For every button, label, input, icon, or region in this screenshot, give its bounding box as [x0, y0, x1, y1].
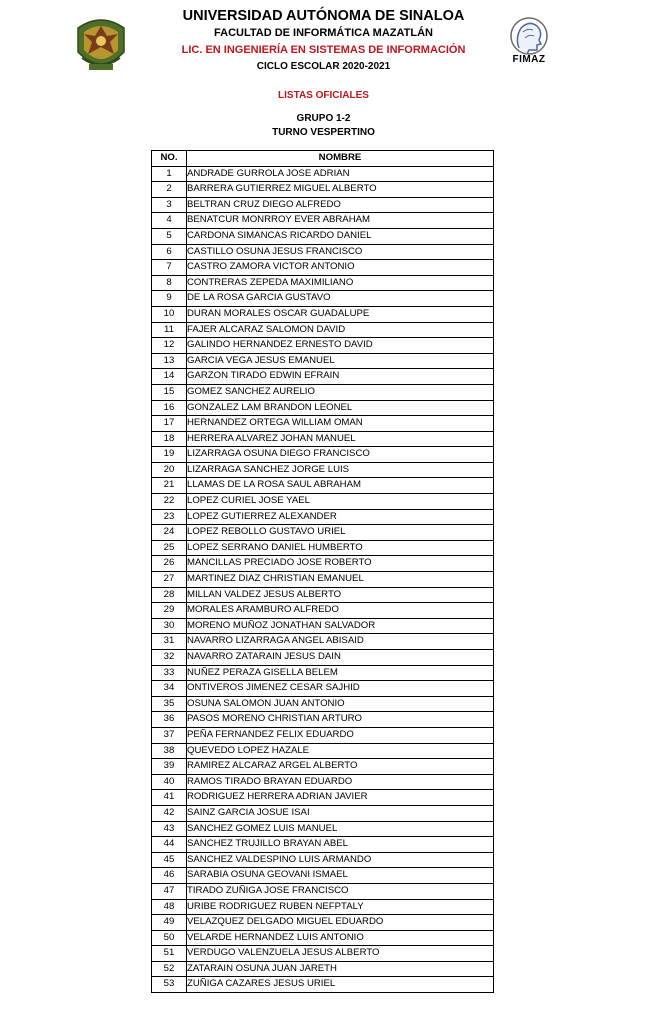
row-number: 45	[152, 852, 187, 868]
table-row	[152, 275, 494, 291]
row-number: 47	[152, 883, 187, 899]
table-row	[152, 696, 494, 712]
row-number: 15	[152, 384, 187, 400]
table-row	[152, 712, 494, 728]
table-row	[152, 322, 494, 338]
student-name: BELTRAN CRUZ DIEGO ALFREDO	[187, 197, 494, 213]
row-number: 8	[152, 275, 187, 291]
student-name: GOMEZ SANCHEZ AURELIO	[187, 384, 494, 400]
student-name: LOPEZ CURIEL JOSE YAEL	[187, 494, 494, 510]
student-name: DURAN MORALES OSCAR GUADALUPE	[187, 306, 494, 322]
student-name: HERNANDEZ ORTEGA WILLIAM OMAN	[187, 416, 494, 432]
student-name: QUEVEDO LOPEZ HAZALE	[187, 743, 494, 759]
row-number: 6	[152, 244, 187, 260]
student-name: PASOS MORENO CHRISTIAN ARTURO	[187, 712, 494, 728]
table-row	[152, 759, 494, 775]
roster-body	[152, 166, 494, 992]
table-row	[152, 291, 494, 307]
table-row	[152, 416, 494, 432]
student-name: LIZARRAGA SANCHEZ JORGE LUIS	[187, 462, 494, 478]
student-name: CASTRO ZAMORA VICTOR ANTONIO	[187, 260, 494, 276]
student-name: SARABIA OSUNA GEOVANI ISMAEL	[187, 868, 494, 884]
table-row	[152, 447, 494, 463]
row-number: 52	[152, 961, 187, 977]
table-row	[152, 837, 494, 853]
row-number: 41	[152, 790, 187, 806]
row-number: 28	[152, 587, 187, 603]
fimaz-logo-text: FIMAZ	[512, 54, 546, 65]
student-name: RAMIREZ ALCARAZ ARGEL ALBERTO	[187, 759, 494, 775]
student-name: MILLAN VALDEZ JESUS ALBERTO	[187, 587, 494, 603]
table-row	[152, 197, 494, 213]
faculty-title: FACULTAD DE INFORMÁTICA MAZATLÁN	[214, 27, 433, 39]
row-number: 23	[152, 509, 187, 525]
table-row	[152, 899, 494, 915]
row-number: 35	[152, 696, 187, 712]
row-number: 33	[152, 665, 187, 681]
table-row	[152, 462, 494, 478]
student-name: CASTILLO OSUNA JESUS FRANCISCO	[187, 244, 494, 260]
table-row	[152, 478, 494, 494]
student-name: LLAMAS DE LA ROSA SAUL ABRAHAM	[187, 478, 494, 494]
student-name: URIBE RODRIGUEZ RUBEN NEFPTALY	[187, 899, 494, 915]
table-row	[152, 977, 494, 993]
table-row	[152, 603, 494, 619]
table-row	[152, 540, 494, 556]
row-number: 14	[152, 369, 187, 385]
student-name: RAMOS TIRADO BRAYAN EDUARDO	[187, 774, 494, 790]
table-row	[152, 306, 494, 322]
table-row	[152, 790, 494, 806]
table-row	[152, 213, 494, 229]
student-name: LOPEZ REBOLLO GUSTAVO URIEL	[187, 525, 494, 541]
table-row	[152, 665, 494, 681]
row-number: 36	[152, 712, 187, 728]
student-name: DE LA ROSA GARCIA GUSTAVO	[187, 291, 494, 307]
student-name: MANCILLAS PRECIADO JOSE ROBERTO	[187, 556, 494, 572]
student-name: PEÑA FERNANDEZ FELIX EDUARDO	[187, 727, 494, 743]
row-number: 31	[152, 634, 187, 650]
student-name: GARCIA VEGA JESUS EMANUEL	[187, 353, 494, 369]
row-number: 24	[152, 525, 187, 541]
row-number: 3	[152, 197, 187, 213]
row-number: 30	[152, 618, 187, 634]
table-row	[152, 727, 494, 743]
student-name: ZATARAIN OSUNA JUAN JARETH	[187, 961, 494, 977]
row-number: 17	[152, 416, 187, 432]
table-row	[152, 525, 494, 541]
row-number: 16	[152, 400, 187, 416]
student-name: GARZON TIRADO EDWIN EFRAIN	[187, 369, 494, 385]
table-row	[152, 961, 494, 977]
row-number: 42	[152, 805, 187, 821]
table-row	[152, 431, 494, 447]
table-row	[152, 681, 494, 697]
student-name: TIRADO ZUÑIGA JOSE FRANCISCO	[187, 883, 494, 899]
table-row	[152, 821, 494, 837]
row-number: 25	[152, 540, 187, 556]
row-number: 9	[152, 291, 187, 307]
student-name: HERRERA ALVAREZ JOHAN MANUEL	[187, 431, 494, 447]
student-name: VELAZQUEZ DELGADO MIGUEL EDUARDO	[187, 915, 494, 931]
row-number: 22	[152, 494, 187, 510]
row-number: 20	[152, 462, 187, 478]
table-row	[152, 852, 494, 868]
student-roster-table	[151, 150, 494, 993]
row-number: 51	[152, 946, 187, 962]
row-number: 4	[152, 213, 187, 229]
student-name: MORALES ARAMBURO ALFREDO	[187, 603, 494, 619]
group-label: GRUPO 1-2	[296, 113, 351, 124]
table-row	[152, 743, 494, 759]
table-row	[152, 946, 494, 962]
row-number: 18	[152, 431, 187, 447]
table-row	[152, 353, 494, 369]
row-number: 12	[152, 338, 187, 354]
table-row	[152, 915, 494, 931]
row-number: 39	[152, 759, 187, 775]
table-header-row	[152, 151, 494, 167]
student-name: MARTINEZ DIAZ CHRISTIAN EMANUEL	[187, 572, 494, 588]
row-number: 38	[152, 743, 187, 759]
table-row	[152, 244, 494, 260]
row-number: 37	[152, 727, 187, 743]
table-row	[152, 182, 494, 198]
table-row	[152, 634, 494, 650]
table-row	[152, 369, 494, 385]
student-name: ZUÑIGA CAZARES JESUS URIEL	[187, 977, 494, 993]
row-number: 50	[152, 930, 187, 946]
table-row	[152, 509, 494, 525]
table-row	[152, 384, 494, 400]
student-name: NAVARRO LIZARRAGA ANGEL ABISAID	[187, 634, 494, 650]
student-name: LIZARRAGA OSUNA DIEGO FRANCISCO	[187, 447, 494, 463]
student-name: RODRIGUEZ HERRERA ADRIAN JAVIER	[187, 790, 494, 806]
table-row	[152, 494, 494, 510]
shift-label: TURNO VESPERTINO	[272, 127, 375, 138]
column-header-name: NOMBRE	[187, 151, 494, 167]
row-number: 40	[152, 774, 187, 790]
row-number: 29	[152, 603, 187, 619]
student-name: FAJER ALCARAZ SALOMON DAVID	[187, 322, 494, 338]
table-row	[152, 805, 494, 821]
student-name: GALINDO HERNANDEZ ERNESTO DAVID	[187, 338, 494, 354]
university-title: UNIVERSIDAD AUTÓNOMA DE SINALOA	[182, 8, 465, 24]
table-row	[152, 166, 494, 182]
student-name: LOPEZ SERRANO DANIEL HUMBERTO	[187, 540, 494, 556]
school-cycle: CICLO ESCOLAR 2020-2021	[256, 61, 391, 72]
row-number: 46	[152, 868, 187, 884]
row-number: 43	[152, 821, 187, 837]
column-header-no: NO.	[152, 151, 187, 167]
row-number: 13	[152, 353, 187, 369]
row-number: 26	[152, 556, 187, 572]
table-row	[152, 587, 494, 603]
student-name: CARDONA SIMANCAS RICARDO DANIEL	[187, 228, 494, 244]
row-number: 10	[152, 306, 187, 322]
row-number: 11	[152, 322, 187, 338]
table-row	[152, 228, 494, 244]
student-name: VELARDE HERNANDEZ LUIS ANTONIO	[187, 930, 494, 946]
table-row	[152, 883, 494, 899]
table-row	[152, 556, 494, 572]
row-number: 7	[152, 260, 187, 276]
student-name: CONTRERAS ZEPEDA MAXIMILIANO	[187, 275, 494, 291]
row-number: 21	[152, 478, 187, 494]
table-row	[152, 338, 494, 354]
table-row	[152, 650, 494, 666]
student-name: MORENO MUÑOZ JONATHAN SALVADOR	[187, 618, 494, 634]
row-number: 2	[152, 182, 187, 198]
row-number: 1	[152, 166, 187, 182]
table-row	[152, 930, 494, 946]
student-name: SANCHEZ VALDESPINO LUIS ARMANDO	[187, 852, 494, 868]
row-number: 49	[152, 915, 187, 931]
table-row	[152, 618, 494, 634]
student-name: NUÑEZ PERAZA GISELLA BELEM	[187, 665, 494, 681]
table-row	[152, 868, 494, 884]
list-title: LISTAS OFICIALES	[278, 90, 369, 101]
table-row	[152, 260, 494, 276]
row-number: 48	[152, 899, 187, 915]
student-name: LOPEZ GUTIERREZ ALEXANDER	[187, 509, 494, 525]
row-number: 34	[152, 681, 187, 697]
program-title: LIC. EN INGENIERÍA EN SISTEMAS DE INFORMACIÓN	[181, 44, 466, 56]
table-row	[152, 774, 494, 790]
table-row	[152, 400, 494, 416]
student-name: SANCHEZ TRUJILLO BRAYAN ABEL	[187, 837, 494, 853]
student-name: SAINZ GARCIA JOSUE ISAI	[187, 805, 494, 821]
student-name: BENATCUR MONRROY EVER ABRAHAM	[187, 213, 494, 229]
table-row	[152, 572, 494, 588]
row-number: 5	[152, 228, 187, 244]
row-number: 32	[152, 650, 187, 666]
student-name: ANDRADE GURROLA JOSE ADRIAN	[187, 166, 494, 182]
student-name: NAVARRO ZATARAIN JESUS DAIN	[187, 650, 494, 666]
student-name: OSUNA SALOMON JUAN ANTONIO	[187, 696, 494, 712]
row-number: 19	[152, 447, 187, 463]
row-number: 27	[152, 572, 187, 588]
row-number: 53	[152, 977, 187, 993]
row-number: 44	[152, 837, 187, 853]
student-name: GONZALEZ LAM BRANDON LEONEL	[187, 400, 494, 416]
student-name: ONTIVEROS JIMENEZ CESAR SAJHID	[187, 681, 494, 697]
student-name: SANCHEZ GOMEZ LUIS MANUEL	[187, 821, 494, 837]
student-name: VERDUGO VALENZUELA JESUS ALBERTO	[187, 946, 494, 962]
student-name: BARRERA GUTIERREZ MIGUEL ALBERTO	[187, 182, 494, 198]
